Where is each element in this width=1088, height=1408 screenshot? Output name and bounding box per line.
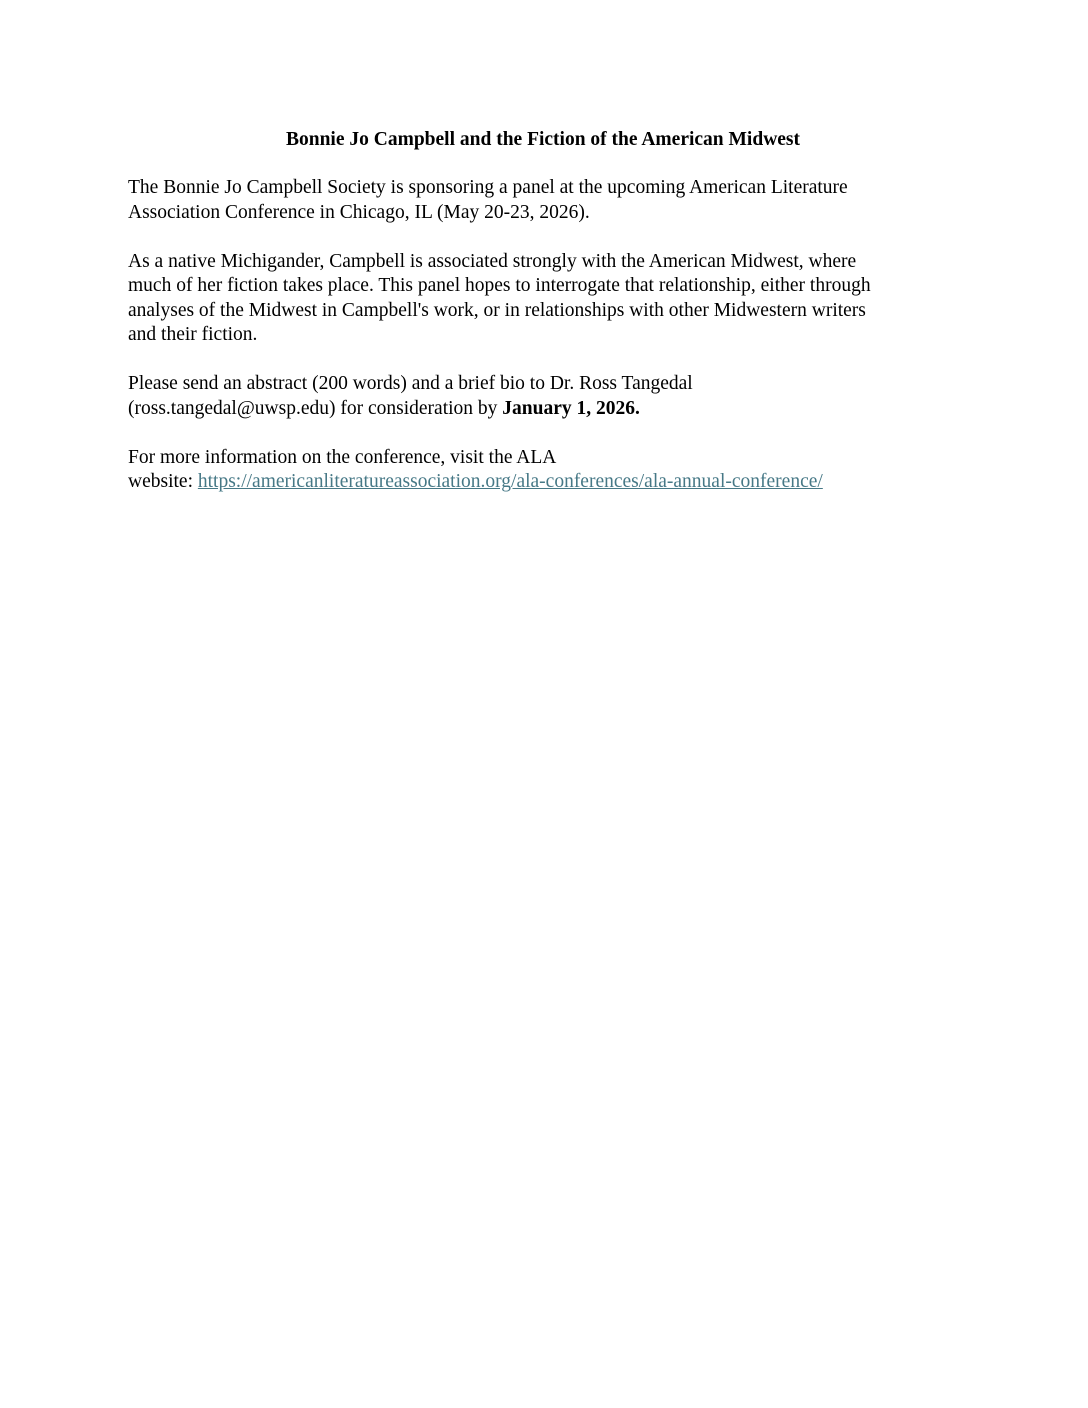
intro-line-1: The Bonnie Jo Campbell Society is sponsoring a panel at the upcoming American Literature — [128, 177, 848, 198]
info-line-1: For more information on the conference, visit the ALA — [128, 446, 557, 468]
website-label: website: — [128, 471, 198, 492]
intro-line-2: Association Conference in Chicago, IL (May 20-23, 2026). — [128, 201, 590, 223]
submission-line-1: Please send an abstract (200 words) and a brief bio to Dr. Ross Tangedal — [128, 373, 693, 394]
submission-deadline: January 1, 2026. — [502, 397, 640, 419]
document-title: Bonnie Jo Campbell and the Fiction of the American Midwest — [285, 129, 801, 150]
conference-website-link[interactable]: https://americanliteratureassociation.org/ala-conferences/ala-annual-conference/ — [197, 471, 823, 492]
description-line-3: analyses of the Midwest in Campbell's work, or in relationships with other Midwestern writers — [128, 299, 866, 321]
description-paragraph — [128, 250, 958, 348]
submission-contact-text: (ross.tangedal@uwsp.edu) for consideration by — [128, 397, 503, 419]
submission-line-2 — [128, 397, 958, 422]
intro-paragraph — [128, 176, 958, 225]
description-line-1: As a native Michigander, Campbell is associated strongly with the American Midwest, where — [128, 250, 857, 272]
description-line-4: and their fiction. — [128, 324, 258, 345]
document-body — [128, 127, 958, 519]
info-line-2 — [128, 470, 958, 495]
description-line-2: much of her fiction takes place. This panel hopes to interrogate that relationship, either through — [128, 275, 871, 296]
info-paragraph — [128, 446, 958, 495]
submission-paragraph — [128, 372, 958, 421]
